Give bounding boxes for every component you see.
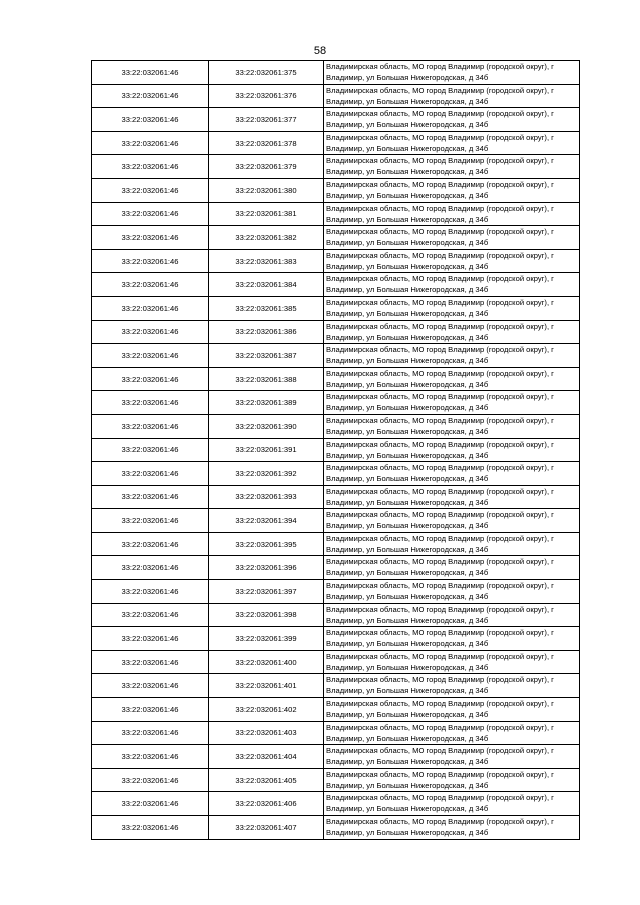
parent-cadastral-number: 33:22:032061:46 <box>92 296 209 320</box>
cadastral-number: 33:22:032061:376 <box>209 84 324 108</box>
parent-cadastral-number: 33:22:032061:46 <box>92 816 209 840</box>
cadastral-number: 33:22:032061:384 <box>209 273 324 297</box>
parent-cadastral-number: 33:22:032061:46 <box>92 273 209 297</box>
address-line-1: Владимирская область, МО город Владимир (городской округ), г <box>326 699 554 709</box>
table-row <box>92 768 580 792</box>
table-row <box>92 556 580 580</box>
table-row <box>92 61 580 85</box>
cadastral-number: 33:22:032061:383 <box>209 249 324 273</box>
address-line-2: Владимир, ул Большая Нижегородская, д 34б <box>326 733 489 743</box>
address-line-1: Владимирская область, МО город Владимир (городской округ), г <box>326 321 554 331</box>
address-cell <box>324 155 580 179</box>
address-line-2: Владимир, ул Большая Нижегородская, д 34б <box>326 261 489 271</box>
parent-cadastral-number: 33:22:032061:46 <box>92 391 209 415</box>
parent-cadastral-number: 33:22:032061:46 <box>92 178 209 202</box>
address-line-1: Владимирская область, МО город Владимир (городской округ), г <box>326 274 554 284</box>
address-cell <box>324 273 580 297</box>
table-row <box>92 344 580 368</box>
address-line-2: Владимир, ул Большая Нижегородская, д 34б <box>326 190 489 200</box>
address-line-1: Владимирская область, МО город Владимир (городской округ), г <box>326 345 554 355</box>
address-line-2: Владимир, ул Большая Нижегородская, д 34б <box>326 450 489 460</box>
parent-cadastral-number: 33:22:032061:46 <box>92 414 209 438</box>
address-cell <box>324 556 580 580</box>
address-line-2: Владимир, ул Большая Нижегородская, д 34б <box>326 757 489 767</box>
cadastral-number: 33:22:032061:386 <box>209 320 324 344</box>
parent-cadastral-number: 33:22:032061:46 <box>92 603 209 627</box>
parent-cadastral-number: 33:22:032061:46 <box>92 721 209 745</box>
address-cell <box>324 367 580 391</box>
address-line-1: Владимирская область, МО город Владимир (городской округ), г <box>326 109 554 119</box>
cadastral-number: 33:22:032061:391 <box>209 438 324 462</box>
table-row <box>92 816 580 840</box>
address-line-1: Владимирская область, МО город Владимир (городской округ), г <box>326 392 554 402</box>
address-cell <box>324 320 580 344</box>
table-row <box>92 84 580 108</box>
table-row <box>92 320 580 344</box>
address-cell <box>324 816 580 840</box>
parent-cadastral-number: 33:22:032061:46 <box>92 462 209 486</box>
parent-cadastral-number: 33:22:032061:46 <box>92 438 209 462</box>
table-row <box>92 438 580 462</box>
parent-cadastral-number: 33:22:032061:46 <box>92 320 209 344</box>
address-cell <box>324 296 580 320</box>
address-line-2: Владимир, ул Большая Нижегородская, д 34б <box>326 828 489 837</box>
parent-cadastral-number: 33:22:032061:46 <box>92 674 209 698</box>
cadastral-number: 33:22:032061:377 <box>209 108 324 132</box>
address-cell <box>324 438 580 462</box>
cadastral-number: 33:22:032061:404 <box>209 745 324 769</box>
address-line-1: Владимирская область, МО город Владимир (городской округ), г <box>326 179 554 189</box>
parent-cadastral-number: 33:22:032061:46 <box>92 792 209 816</box>
address-cell <box>324 580 580 604</box>
address-line-2: Владимир, ул Большая Нижегородская, д 34б <box>326 615 489 625</box>
table-row <box>92 650 580 674</box>
address-line-2: Владимир, ул Большая Нижегородская, д 34б <box>326 544 489 554</box>
cadastral-number: 33:22:032061:379 <box>209 155 324 179</box>
address-line-2: Владимир, ул Большая Нижегородская, д 34б <box>326 120 489 130</box>
address-line-2: Владимир, ул Большая Нижегородская, д 34б <box>326 662 489 672</box>
address-line-2: Владимир, ул Большая Нижегородская, д 34б <box>326 332 489 342</box>
table-row <box>92 273 580 297</box>
address-line-1: Владимирская область, МО город Владимир (городской округ), г <box>326 557 554 567</box>
cadastral-number: 33:22:032061:397 <box>209 580 324 604</box>
parent-cadastral-number: 33:22:032061:46 <box>92 202 209 226</box>
address-cell <box>324 768 580 792</box>
parent-cadastral-number: 33:22:032061:46 <box>92 155 209 179</box>
cadastral-number: 33:22:032061:405 <box>209 768 324 792</box>
address-line-1: Владимирская область, МО город Владимир (городской округ), г <box>326 368 554 378</box>
cadastral-number: 33:22:032061:390 <box>209 414 324 438</box>
address-cell <box>324 509 580 533</box>
table-row <box>92 532 580 556</box>
table-row <box>92 108 580 132</box>
address-line-1: Владимирская область, МО город Владимир (городской округ), г <box>326 604 554 614</box>
address-line-2: Владимир, ул Большая Нижегородская, д 34б <box>326 238 489 248</box>
address-cell <box>324 698 580 722</box>
cadastral-number: 33:22:032061:381 <box>209 202 324 226</box>
address-cell <box>324 226 580 250</box>
address-line-2: Владимир, ул Большая Нижегородская, д 34б <box>326 379 489 389</box>
address-line-2: Владимир, ул Большая Нижегородская, д 34б <box>326 639 489 649</box>
table-row <box>92 792 580 816</box>
cadastral-table <box>91 60 580 840</box>
address-cell <box>324 650 580 674</box>
table-row <box>92 155 580 179</box>
cadastral-number: 33:22:032061:406 <box>209 792 324 816</box>
address-line-1: Владимирская область, МО город Владимир (городской округ), г <box>326 463 554 473</box>
address-line-2: Владимир, ул Большая Нижегородская, д 34б <box>326 521 489 531</box>
cadastral-number: 33:22:032061:387 <box>209 344 324 368</box>
table-row <box>92 745 580 769</box>
address-cell <box>324 391 580 415</box>
table-row <box>92 226 580 250</box>
address-line-2: Владимир, ул Большая Нижегородская, д 34б <box>326 403 489 413</box>
table-row <box>92 178 580 202</box>
cadastral-number: 33:22:032061:395 <box>209 532 324 556</box>
parent-cadastral-number: 33:22:032061:46 <box>92 627 209 651</box>
cadastral-number: 33:22:032061:392 <box>209 462 324 486</box>
address-line-1: Владимирская область, МО город Владимир (городской округ), г <box>326 62 554 71</box>
address-line-2: Владимир, ул Большая Нижегородская, д 34б <box>326 167 489 177</box>
address-cell <box>324 414 580 438</box>
address-line-2: Владимир, ул Большая Нижегородская, д 34б <box>326 356 489 366</box>
cadastral-number: 33:22:032061:403 <box>209 721 324 745</box>
cadastral-number: 33:22:032061:385 <box>209 296 324 320</box>
parent-cadastral-number: 33:22:032061:46 <box>92 745 209 769</box>
address-line-2: Владимир, ул Большая Нижегородская, д 34б <box>326 73 489 82</box>
cadastral-number: 33:22:032061:399 <box>209 627 324 651</box>
address-line-1: Владимирская область, МО город Владимир (городской округ), г <box>326 628 554 638</box>
address-line-1: Владимирская область, МО город Владимир (городской округ), г <box>326 581 554 591</box>
parent-cadastral-number: 33:22:032061:46 <box>92 108 209 132</box>
parent-cadastral-number: 33:22:032061:46 <box>92 131 209 155</box>
address-line-1: Владимирская область, МО город Владимир (городской округ), г <box>326 817 554 826</box>
parent-cadastral-number: 33:22:032061:46 <box>92 580 209 604</box>
address-line-2: Владимир, ул Большая Нижегородская, д 34б <box>326 568 489 578</box>
address-line-2: Владимир, ул Большая Нижегородская, д 34б <box>326 474 489 484</box>
address-line-2: Владимир, ул Большая Нижегородская, д 34б <box>326 308 489 318</box>
parent-cadastral-number: 33:22:032061:46 <box>92 556 209 580</box>
address-cell <box>324 108 580 132</box>
cadastral-number: 33:22:032061:389 <box>209 391 324 415</box>
address-line-1: Владимирская область, МО город Владимир (городской округ), г <box>326 510 554 520</box>
address-line-1: Владимирская область, МО город Владимир (городской округ), г <box>326 769 554 779</box>
table-row <box>92 485 580 509</box>
address-cell <box>324 84 580 108</box>
table-row <box>92 509 580 533</box>
parent-cadastral-number: 33:22:032061:46 <box>92 532 209 556</box>
table-row <box>92 131 580 155</box>
table-row <box>92 414 580 438</box>
address-line-2: Владимир, ул Большая Нижегородская, д 34б <box>326 710 489 720</box>
address-line-2: Владимир, ул Большая Нижегородская, д 34б <box>326 804 489 814</box>
cadastral-number: 33:22:032061:382 <box>209 226 324 250</box>
address-cell <box>324 131 580 155</box>
table-row <box>92 603 580 627</box>
table-row <box>92 674 580 698</box>
address-line-1: Владимирская область, МО город Владимир (городской округ), г <box>326 203 554 213</box>
address-line-2: Владимир, ул Большая Нижегородская, д 34б <box>326 497 489 507</box>
address-cell <box>324 603 580 627</box>
address-line-1: Владимирская область, МО город Владимир (городской округ), г <box>326 156 554 166</box>
address-cell <box>324 202 580 226</box>
table-body <box>92 61 580 840</box>
address-line-2: Владимир, ул Большая Нижегородская, д 34б <box>326 780 489 790</box>
cadastral-number: 33:22:032061:396 <box>209 556 324 580</box>
address-line-2: Владимир, ул Большая Нижегородская, д 34б <box>326 592 489 602</box>
address-cell <box>324 462 580 486</box>
table-row <box>92 462 580 486</box>
address-line-1: Владимирская область, МО город Владимир (городской округ), г <box>326 533 554 543</box>
cadastral-number: 33:22:032061:375 <box>209 61 324 85</box>
address-cell <box>324 627 580 651</box>
table-row <box>92 698 580 722</box>
address-line-1: Владимирская область, МО город Владимир (городской округ), г <box>326 651 554 661</box>
parent-cadastral-number: 33:22:032061:46 <box>92 768 209 792</box>
cadastral-number: 33:22:032061:401 <box>209 674 324 698</box>
address-line-2: Владимир, ул Большая Нижегородская, д 34б <box>326 426 489 436</box>
table-row <box>92 249 580 273</box>
address-line-1: Владимирская область, МО город Владимир (городской округ), г <box>326 439 554 449</box>
parent-cadastral-number: 33:22:032061:46 <box>92 84 209 108</box>
address-cell <box>324 61 580 85</box>
address-line-1: Владимирская область, МО город Владимир (городской округ), г <box>326 415 554 425</box>
table-row <box>92 627 580 651</box>
address-line-1: Владимирская область, МО город Владимир (городской округ), г <box>326 85 554 95</box>
table-row <box>92 580 580 604</box>
address-cell <box>324 792 580 816</box>
address-cell <box>324 674 580 698</box>
address-line-1: Владимирская область, МО город Владимир (городской округ), г <box>326 722 554 732</box>
address-line-1: Владимирская область, МО город Владимир (городской округ), г <box>326 486 554 496</box>
cadastral-number: 33:22:032061:378 <box>209 131 324 155</box>
parent-cadastral-number: 33:22:032061:46 <box>92 509 209 533</box>
address-line-2: Владимир, ул Большая Нижегородская, д 34б <box>326 686 489 696</box>
cadastral-number: 33:22:032061:407 <box>209 816 324 840</box>
cadastral-number: 33:22:032061:388 <box>209 367 324 391</box>
address-line-1: Владимирская область, МО город Владимир (городской округ), г <box>326 675 554 685</box>
address-cell <box>324 745 580 769</box>
address-line-1: Владимирская область, МО город Владимир (городской округ), г <box>326 250 554 260</box>
parent-cadastral-number: 33:22:032061:46 <box>92 61 209 85</box>
cadastral-number: 33:22:032061:402 <box>209 698 324 722</box>
cadastral-number: 33:22:032061:393 <box>209 485 324 509</box>
parent-cadastral-number: 33:22:032061:46 <box>92 344 209 368</box>
address-line-2: Владимир, ул Большая Нижегородская, д 34б <box>326 143 489 153</box>
cadastral-number: 33:22:032061:398 <box>209 603 324 627</box>
parent-cadastral-number: 33:22:032061:46 <box>92 485 209 509</box>
address-line-1: Владимирская область, МО город Владимир (городской округ), г <box>326 793 554 803</box>
parent-cadastral-number: 33:22:032061:46 <box>92 367 209 391</box>
address-line-2: Владимир, ул Большая Нижегородская, д 34б <box>326 285 489 295</box>
address-cell <box>324 532 580 556</box>
address-cell <box>324 485 580 509</box>
table-row <box>92 202 580 226</box>
address-line-2: Владимир, ул Большая Нижегородская, д 34б <box>326 96 489 106</box>
table-row <box>92 296 580 320</box>
parent-cadastral-number: 33:22:032061:46 <box>92 698 209 722</box>
parent-cadastral-number: 33:22:032061:46 <box>92 249 209 273</box>
parent-cadastral-number: 33:22:032061:46 <box>92 650 209 674</box>
page-number: 58 <box>313 45 327 57</box>
address-line-1: Владимирская область, МО город Владимир (городской округ), г <box>326 297 554 307</box>
address-line-1: Владимирская область, МО город Владимир (городской округ), г <box>326 227 554 237</box>
table-row <box>92 721 580 745</box>
address-cell <box>324 249 580 273</box>
parent-cadastral-number: 33:22:032061:46 <box>92 226 209 250</box>
address-line-1: Владимирская область, МО город Владимир (городской округ), г <box>326 132 554 142</box>
address-cell <box>324 178 580 202</box>
address-cell <box>324 721 580 745</box>
cadastral-number: 33:22:032061:380 <box>209 178 324 202</box>
address-line-1: Владимирская область, МО город Владимир (городской округ), г <box>326 746 554 756</box>
table-row <box>92 367 580 391</box>
cadastral-number: 33:22:032061:394 <box>209 509 324 533</box>
table-row <box>92 391 580 415</box>
cadastral-number: 33:22:032061:400 <box>209 650 324 674</box>
address-line-2: Владимир, ул Большая Нижегородская, д 34б <box>326 214 489 224</box>
address-cell <box>324 344 580 368</box>
